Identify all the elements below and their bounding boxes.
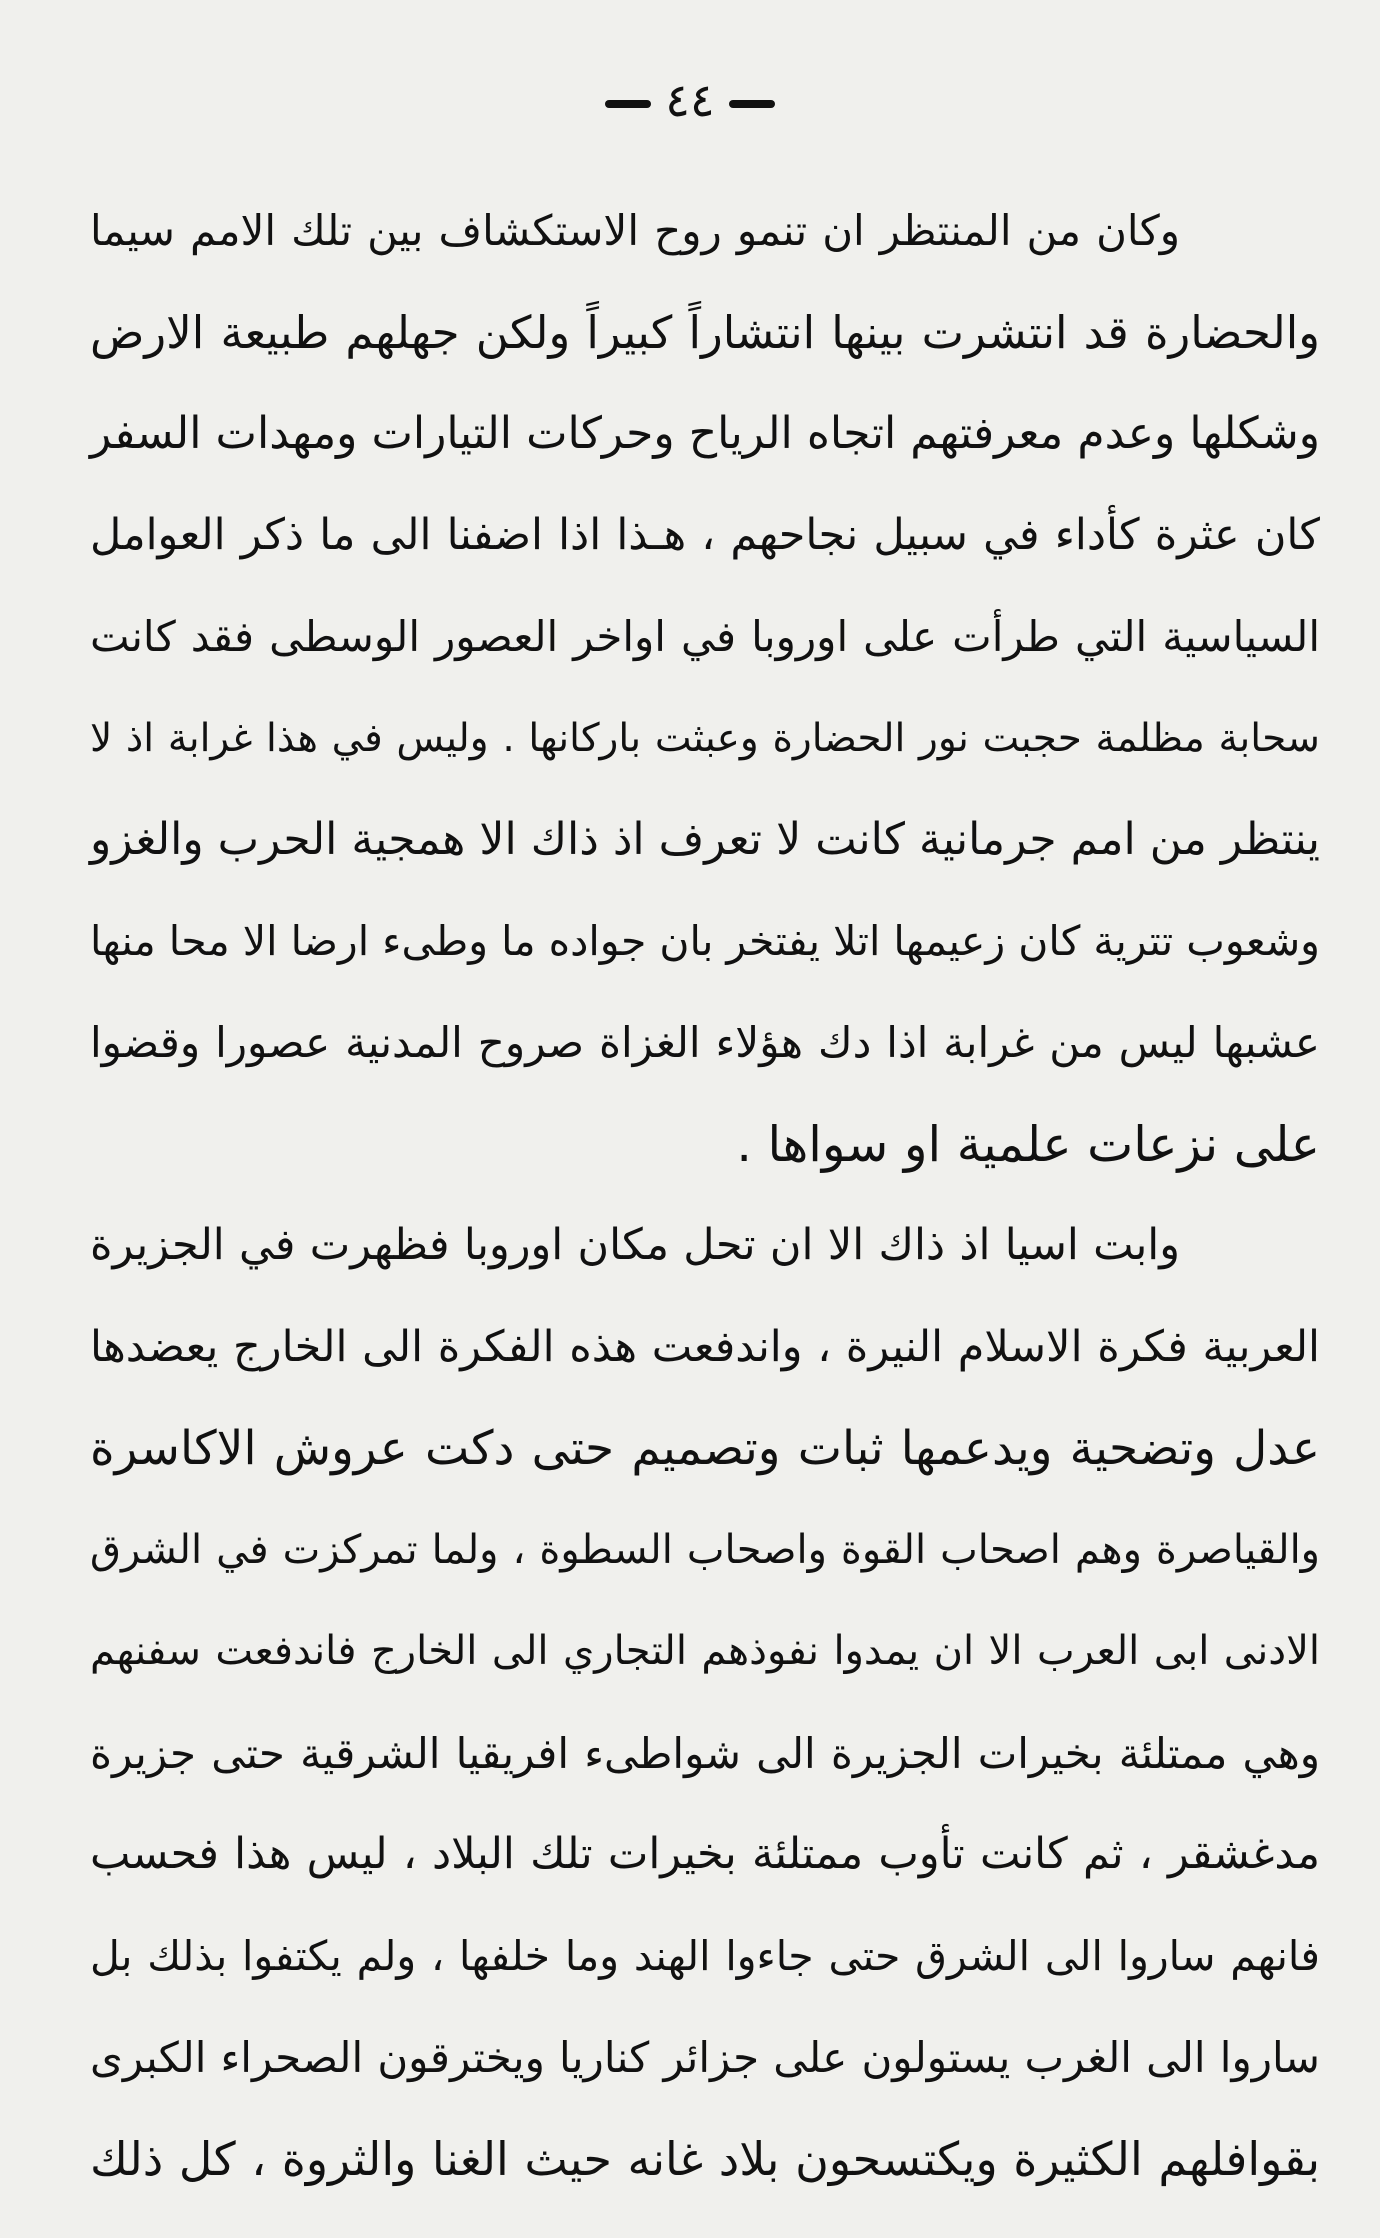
text-line: الادنى ابى العرب الا ان يمدوا نفوذهم التجاري الى الخارج فاندفعت سفنهم	[90, 1628, 1320, 1674]
right-dash	[605, 100, 651, 108]
text-line: والحضارة قد انتشرت بينها انتشاراً كبيراً ولكن جهلهم طبيعة الارض	[90, 305, 1320, 359]
text-line: بقوافلهم الكثيرة ويكتسحون بلاد غانه حيث الغنا والثروة ، كل ذلك	[90, 2131, 1320, 2186]
text-line: وشكلها وعدم معرفتهم اتجاه الرياح وحركات التيارات ومهدات السفر	[90, 408, 1320, 459]
text-line: السياسية التي طرأت على اوروبا في اواخر العصور الوسطى فقد كانت	[90, 612, 1320, 661]
text-line: كان عثرة كأداء في سبيل نجاحهم ، هـذا اذا اضفنا الى ما ذكر العوامل	[90, 509, 1320, 560]
page-number: ٤٤	[665, 73, 715, 127]
text-line: وشعوب تترية كان زعيمها اتلا يفتخر بان جواده ما وطىء ارضا الا محا منها	[90, 916, 1320, 965]
text-line: عدل وتضحية ويدعمها ثبات وتصميم حتى دكت عروش الاكاسرة	[90, 1421, 1320, 1476]
text-line: وهي ممتلئة بخيرات الجزيرة الى شواطىء افريقيا الشرقية حتى جزيرة	[90, 1728, 1320, 1778]
text-line: وابت اسيا اذ ذاك الا ان تحل مكان اوروبا فظهرت في الجزيرة	[90, 1220, 1180, 1270]
page-number-header	[0, 70, 1380, 130]
left-dash	[729, 100, 775, 108]
text-line: على نزعات علمية او سواها .	[736, 1115, 1320, 1173]
text-line: العربية فكرة الاسلام النيرة ، واندفعت هذه الفكرة الى الخارج يعضدها	[90, 1321, 1320, 1372]
text-line: عشبها ليس من غرابة اذا دك هؤلاء الغزاة صروح المدنية عصورا وقضوا	[90, 1018, 1320, 1067]
text-line: مدغشقر ، ثم كانت تأوب ممتلئة بخيرات تلك البلاد ، ليس هذا فحسب	[90, 1829, 1320, 1879]
text-line: فانهم ساروا الى الشرق حتى جاءوا الهند وما خلفها ، ولم يكتفوا بذلك بل	[90, 1931, 1320, 1980]
text-line: سحابة مظلمة حجبت نور الحضارة وعبثت باركانها . وليس في هذا غرابة اذ لا	[90, 715, 1320, 761]
text-line: ساروا الى الغرب يستولون على جزائر كناريا ويخترقون الصحراء الكبرى	[90, 2033, 1320, 2082]
text-line: ينتظر من امم جرمانية كانت لا تعرف اذ ذاك الا همجية الحرب والغزو	[90, 814, 1320, 865]
text-line: والقياصرة وهم اصحاب القوة واصحاب السطوة ، ولما تمركزت في الشرق	[90, 1526, 1320, 1573]
body-text	[90, 180, 1320, 2210]
text-line: وكان من المنتظر ان تنمو روح الاستكشاف بين تلك الامم سيما	[90, 206, 1180, 255]
